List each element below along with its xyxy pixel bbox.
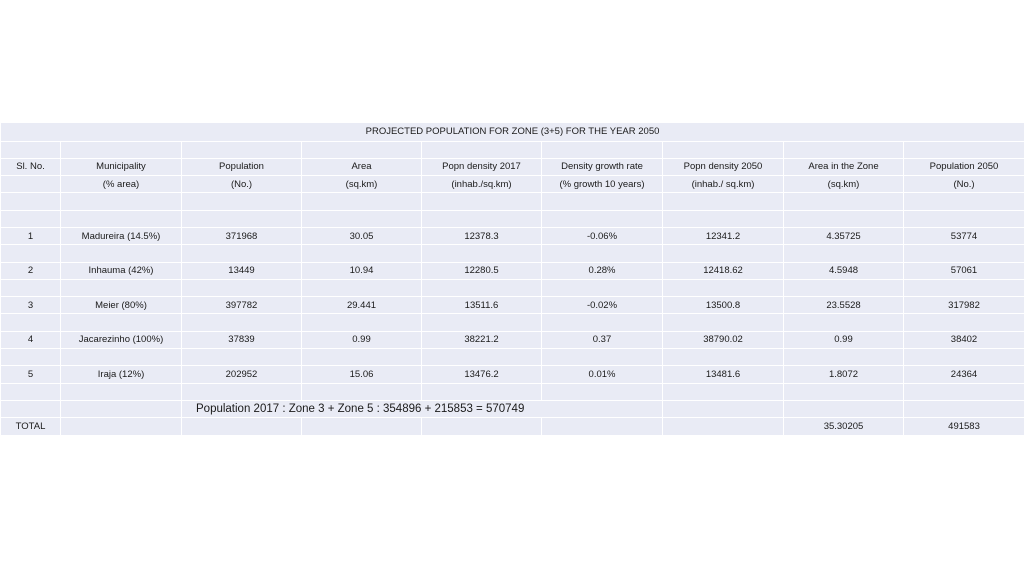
header-unit: (inhab./sq.km) bbox=[422, 176, 542, 193]
header-density-growth: Density growth rate bbox=[542, 158, 663, 175]
table-cell: 30.05 bbox=[302, 227, 422, 244]
spacer-row bbox=[1, 210, 1024, 227]
table-cell: 53774 bbox=[904, 227, 1024, 244]
table-cell: 38221.2 bbox=[422, 331, 542, 348]
table-cell: 12418.62 bbox=[663, 262, 784, 279]
table-cell: 371968 bbox=[182, 227, 302, 244]
table-cell: 29.441 bbox=[302, 297, 422, 314]
table-cell: 0.99 bbox=[302, 331, 422, 348]
table-cell: 1.8072 bbox=[784, 366, 904, 383]
table-cell: 37839 bbox=[182, 331, 302, 348]
table-cell: 38790.02 bbox=[663, 331, 784, 348]
spacer-row bbox=[1, 279, 1024, 296]
table-cell: 13500.8 bbox=[663, 297, 784, 314]
table-cell: Inhauma (42%) bbox=[61, 262, 182, 279]
header-row-2 bbox=[1, 176, 1024, 193]
spacer-row bbox=[1, 349, 1024, 366]
table-title: PROJECTED POPULATION FOR ZONE (3+5) FOR THE YEAR 2050 bbox=[1, 123, 1024, 142]
header-density-2050: Popn density 2050 bbox=[663, 158, 784, 175]
table-cell: 0.28% bbox=[542, 262, 663, 279]
table-cell: Meier (80%) bbox=[61, 297, 182, 314]
table-cell: 24364 bbox=[904, 366, 1024, 383]
table-cell: 10.94 bbox=[302, 262, 422, 279]
table-cell: 57061 bbox=[904, 262, 1024, 279]
table-cell: 0.99 bbox=[784, 331, 904, 348]
table-cell: 12280.5 bbox=[422, 262, 542, 279]
table-cell: 1 bbox=[1, 227, 61, 244]
header-density-2017: Popn density 2017 bbox=[422, 158, 542, 175]
table-cell: 5 bbox=[1, 366, 61, 383]
table-cell: 317982 bbox=[904, 297, 1024, 314]
table-cell: 202952 bbox=[182, 366, 302, 383]
table-cell: Jacarezinho (100%) bbox=[61, 331, 182, 348]
table-row bbox=[1, 262, 1024, 279]
table-cell: 397782 bbox=[182, 297, 302, 314]
note-row bbox=[1, 400, 1024, 417]
population-2017-note: Population 2017 : Zone 3 + Zone 5 : 354896 + 215853 = 570749 bbox=[182, 400, 663, 417]
table-row bbox=[1, 297, 1024, 314]
table-row bbox=[1, 227, 1024, 244]
table-cell: 4.5948 bbox=[784, 262, 904, 279]
header-municipality: Municipality bbox=[61, 158, 182, 175]
header-area-in-zone: Area in the Zone bbox=[784, 158, 904, 175]
header-unit: (% growth 10 years) bbox=[542, 176, 663, 193]
table-cell: 23.5528 bbox=[784, 297, 904, 314]
table-cell: 13511.6 bbox=[422, 297, 542, 314]
title-row bbox=[1, 123, 1024, 142]
table-cell: 0.37 bbox=[542, 331, 663, 348]
spacer-row bbox=[1, 314, 1024, 331]
table-cell: 12378.3 bbox=[422, 227, 542, 244]
table-cell: -0.02% bbox=[542, 297, 663, 314]
total-area-in-zone: 35.30205 bbox=[784, 418, 904, 435]
spacer-row bbox=[1, 383, 1024, 400]
table-cell: 4 bbox=[1, 331, 61, 348]
total-label: TOTAL bbox=[1, 418, 61, 435]
table-cell: 38402 bbox=[904, 331, 1024, 348]
header-unit bbox=[1, 176, 61, 193]
table-cell: Madureira (14.5%) bbox=[61, 227, 182, 244]
header-population-2050: Population 2050 bbox=[904, 158, 1024, 175]
header-unit: (% area) bbox=[61, 176, 182, 193]
table-row bbox=[1, 366, 1024, 383]
header-unit: (sq.km) bbox=[302, 176, 422, 193]
population-table bbox=[0, 122, 1024, 436]
header-unit: (No.) bbox=[904, 176, 1024, 193]
table-cell: 13476.2 bbox=[422, 366, 542, 383]
header-unit: (No.) bbox=[182, 176, 302, 193]
spacer-row bbox=[1, 141, 1024, 158]
table-cell: 0.01% bbox=[542, 366, 663, 383]
header-sl-no: Sl. No. bbox=[1, 158, 61, 175]
spacer-row bbox=[1, 245, 1024, 262]
header-unit: (inhab./ sq.km) bbox=[663, 176, 784, 193]
table-cell: 13481.6 bbox=[663, 366, 784, 383]
table-cell: 3 bbox=[1, 297, 61, 314]
table-cell: 4.35725 bbox=[784, 227, 904, 244]
total-row bbox=[1, 418, 1024, 435]
table-cell: Iraja (12%) bbox=[61, 366, 182, 383]
table-cell: 2 bbox=[1, 262, 61, 279]
table-cell: 13449 bbox=[182, 262, 302, 279]
table-cell: 12341.2 bbox=[663, 227, 784, 244]
header-row-1 bbox=[1, 158, 1024, 175]
table-cell: -0.06% bbox=[542, 227, 663, 244]
table-cell: 15.06 bbox=[302, 366, 422, 383]
header-population: Population bbox=[182, 158, 302, 175]
header-unit: (sq.km) bbox=[784, 176, 904, 193]
header-area: Area bbox=[302, 158, 422, 175]
total-population-2050: 491583 bbox=[904, 418, 1024, 435]
table-row bbox=[1, 331, 1024, 348]
spacer-row bbox=[1, 193, 1024, 210]
